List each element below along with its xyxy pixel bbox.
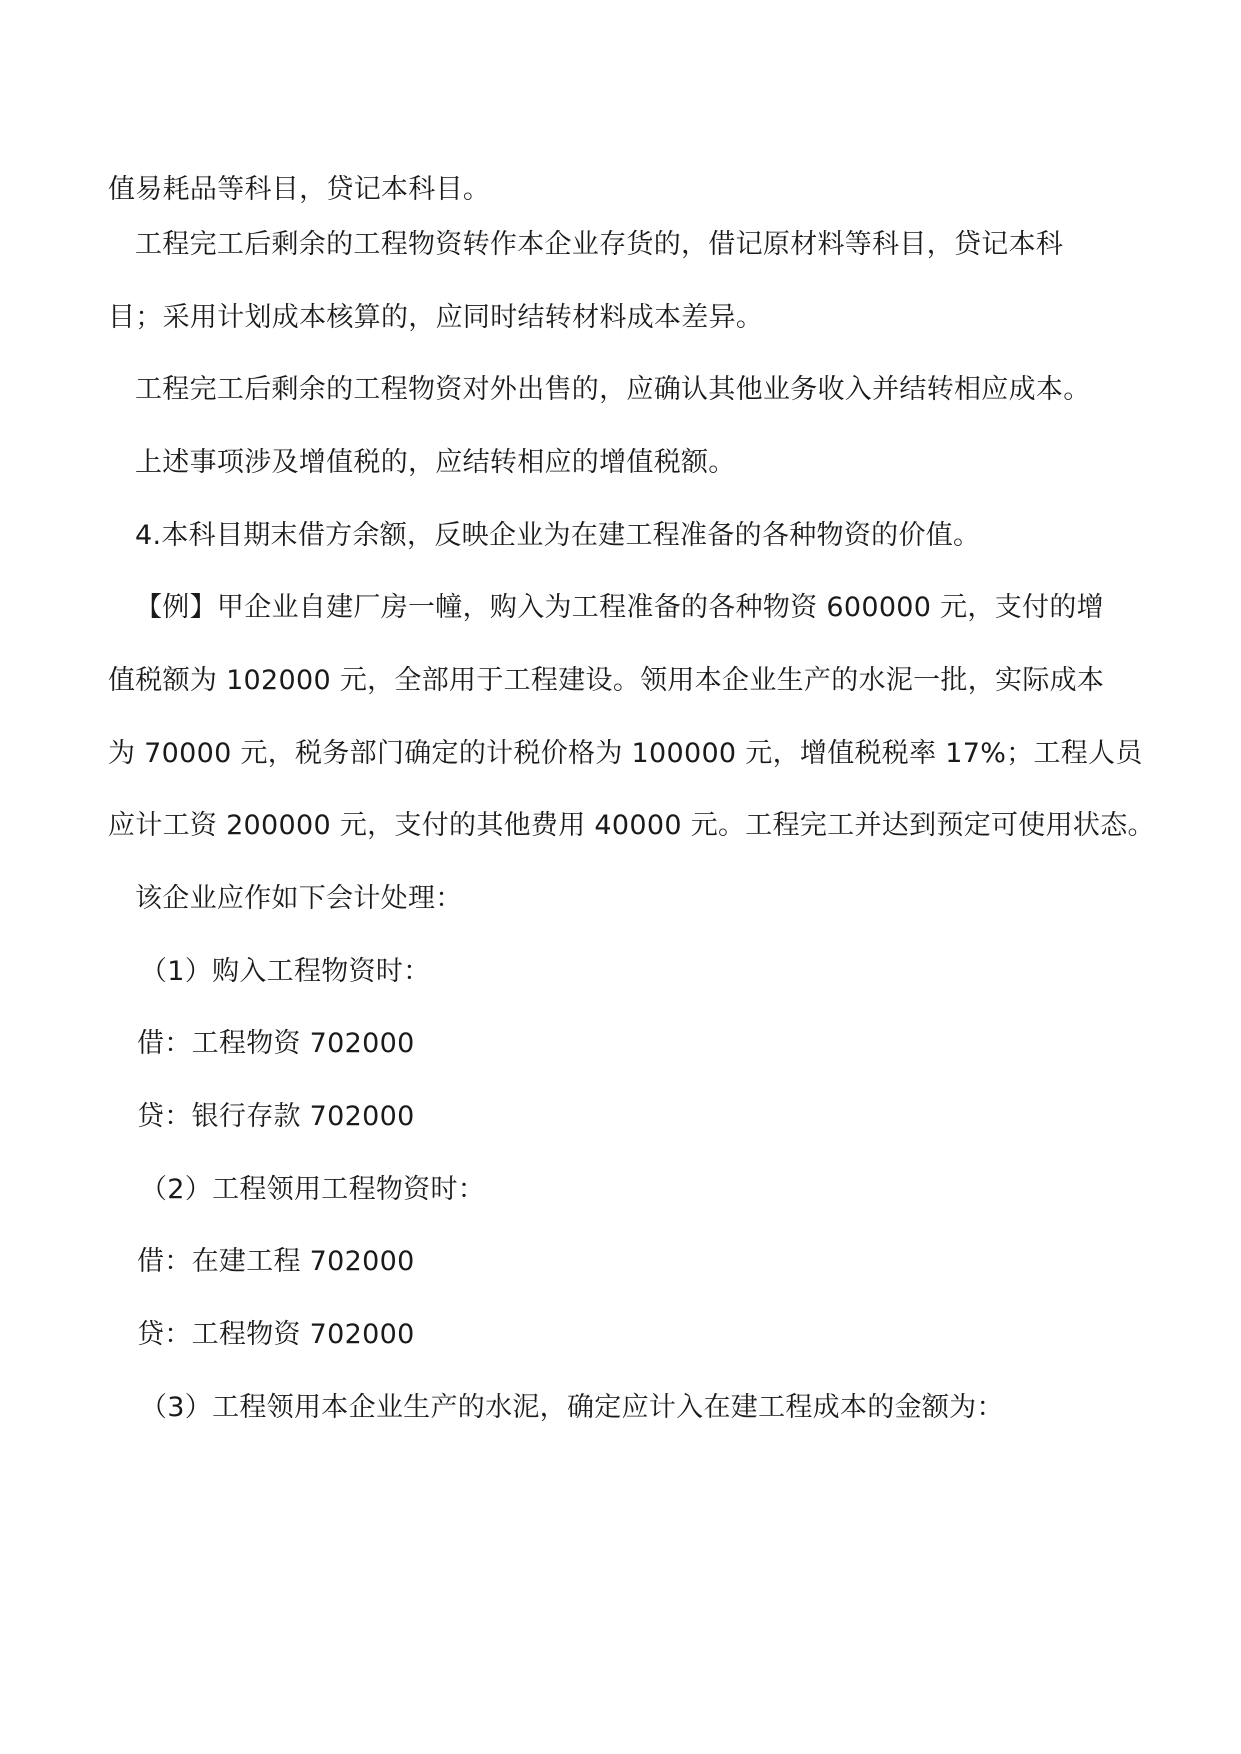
text-line-12: （1）购入工程物资时：: [140, 956, 431, 987]
text-line-14: 贷：银行存款 702000: [137, 1101, 415, 1132]
text-line-6: 4.本科目期末借方余额，反映企业为在建工程准备的各种物资的价值。: [135, 520, 981, 551]
text-line-18: （3）工程领用本企业生产的水泥，确定应计入在建工程成本的金额为：: [140, 1392, 1004, 1423]
text-line-7: 【例】甲企业自建厂房一幢，购入为工程准备的各种物资 600000 元，支付的增: [135, 592, 1104, 623]
text-line-17: 贷：工程物资 702000: [137, 1319, 415, 1350]
text-line-5: 上述事项涉及增值税的，应结转相应的增值税额。: [135, 447, 736, 478]
text-line-10: 应计工资 200000 元，支付的其他费用 40000 元。工程完工并达到预定可使用状态。: [108, 810, 1155, 841]
text-line-16: 借：在建工程 702000: [137, 1246, 415, 1277]
text-line-4: 工程完工后剩余的工程物资对外出售的，应确认其他业务收入并结转相应成本。: [135, 374, 1091, 405]
text-line-13: 借：工程物资 702000: [137, 1028, 415, 1059]
text-line-3: 目；采用计划成本核算的，应同时结转材料成本差异。: [108, 302, 764, 333]
text-line-1: 值易耗品等科目，贷记本科目。: [108, 174, 491, 205]
text-line-8: 值税额为 102000 元，全部用于工程建设。领用本企业生产的水泥一批，实际成本: [108, 665, 1105, 696]
text-line-9: 为 70000 元，税务部门确定的计税价格为 100000 元，增值税税率 17%；工程人员: [108, 738, 1143, 769]
text-line-11: 该企业应作如下会计处理：: [135, 883, 463, 914]
text-line-2: 工程完工后剩余的工程物资转作本企业存货的，借记原材料等科目，贷记本科: [135, 229, 1064, 260]
text-line-15: （2）工程领用工程物资时：: [140, 1174, 486, 1205]
